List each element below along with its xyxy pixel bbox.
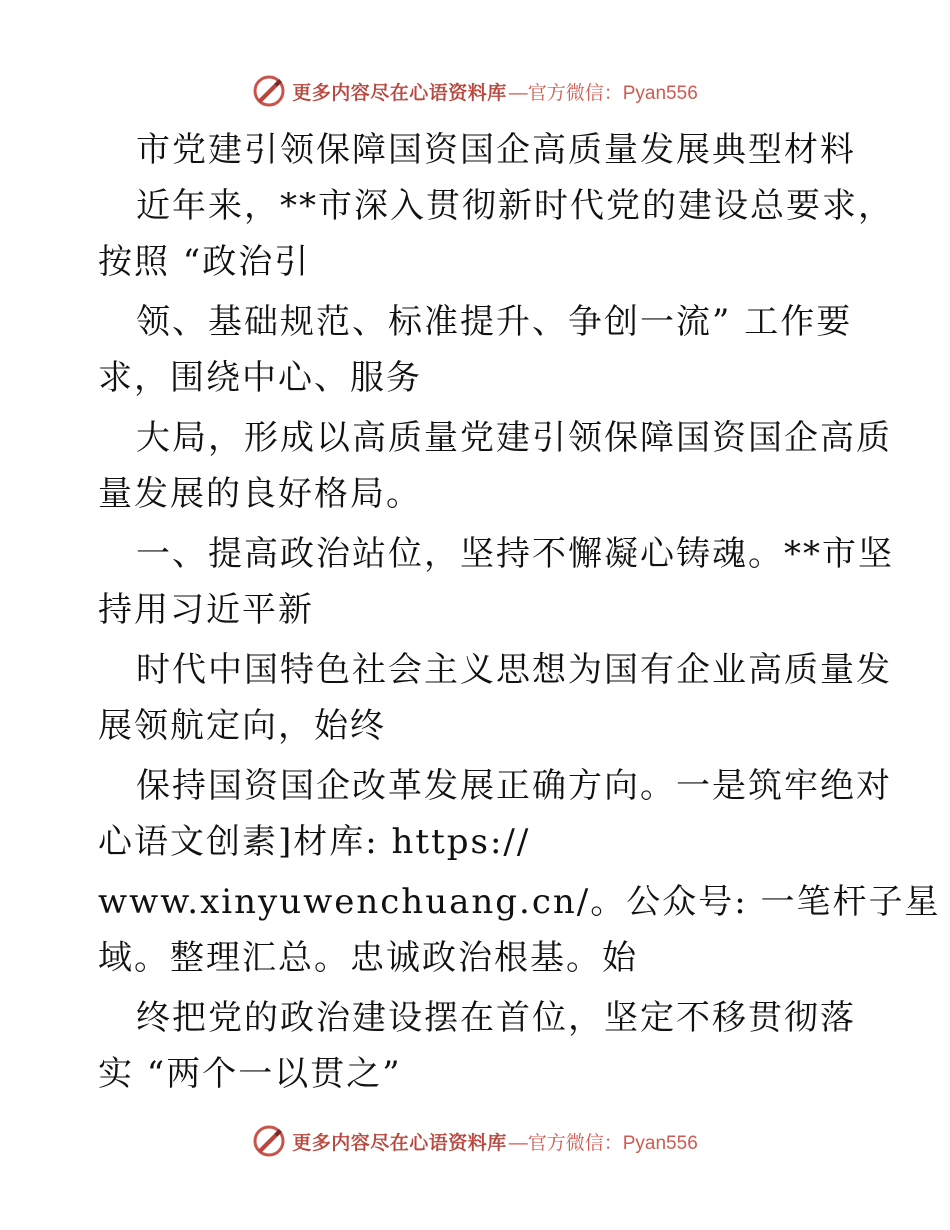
text-line: 按照 “政治引 [98, 242, 311, 282]
header-brand-text: 更多内容尽在心语资料库 [292, 81, 507, 104]
text-line: 心语文创素]材库: https:// [98, 822, 531, 862]
footer-contact-text: —官方微信：Pyan556 [508, 1132, 698, 1154]
text-line: 保持国资国企改革发展正确方向。一是筑牢绝对 [136, 766, 892, 806]
text-line: 近年来，**市深入贯彻新时代党的建设总要求， [136, 186, 894, 226]
document-title: 市党建引领保障国资国企高质量发展典型材料 [136, 130, 856, 170]
text-line: 域。整理汇总。忠诚政治根基。始 [98, 938, 638, 978]
pen-logo-icon [252, 74, 286, 108]
text-line: 求，围绕中心、服务 [98, 358, 422, 398]
header-watermark-banner [0, 71, 950, 111]
text-line: 持用习近平新 [98, 590, 314, 630]
text-line: 终把党的政治建设摆在首位，坚定不移贯彻落 [136, 998, 856, 1038]
footer-brand-text: 更多内容尽在心语资料库 [292, 1131, 507, 1154]
pen-logo-icon [252, 1124, 286, 1158]
header-contact-text: —官方微信：Pyan556 [508, 82, 698, 104]
text-line: 时代中国特色社会主义思想为国有企业高质量发 [136, 650, 892, 690]
text-line: www.xinyuwenchuang.cn/。公众号: 一笔杆子星 [98, 882, 941, 922]
text-line: 一、提高政治站位，坚持不懈凝心铸魂。**市坚 [136, 534, 894, 574]
text-line: 大局，形成以高质量党建引领保障国资国企高质 [136, 418, 892, 458]
text-line: 实 “两个一以贯之” [98, 1054, 402, 1094]
text-line: 量发展的良好格局。 [98, 474, 422, 514]
text-line: 展领航定向，始终 [98, 706, 386, 746]
text-line: 领、基础规范、标准提升、争创一流” 工作要 [136, 302, 853, 342]
footer-watermark-banner [0, 1121, 950, 1161]
